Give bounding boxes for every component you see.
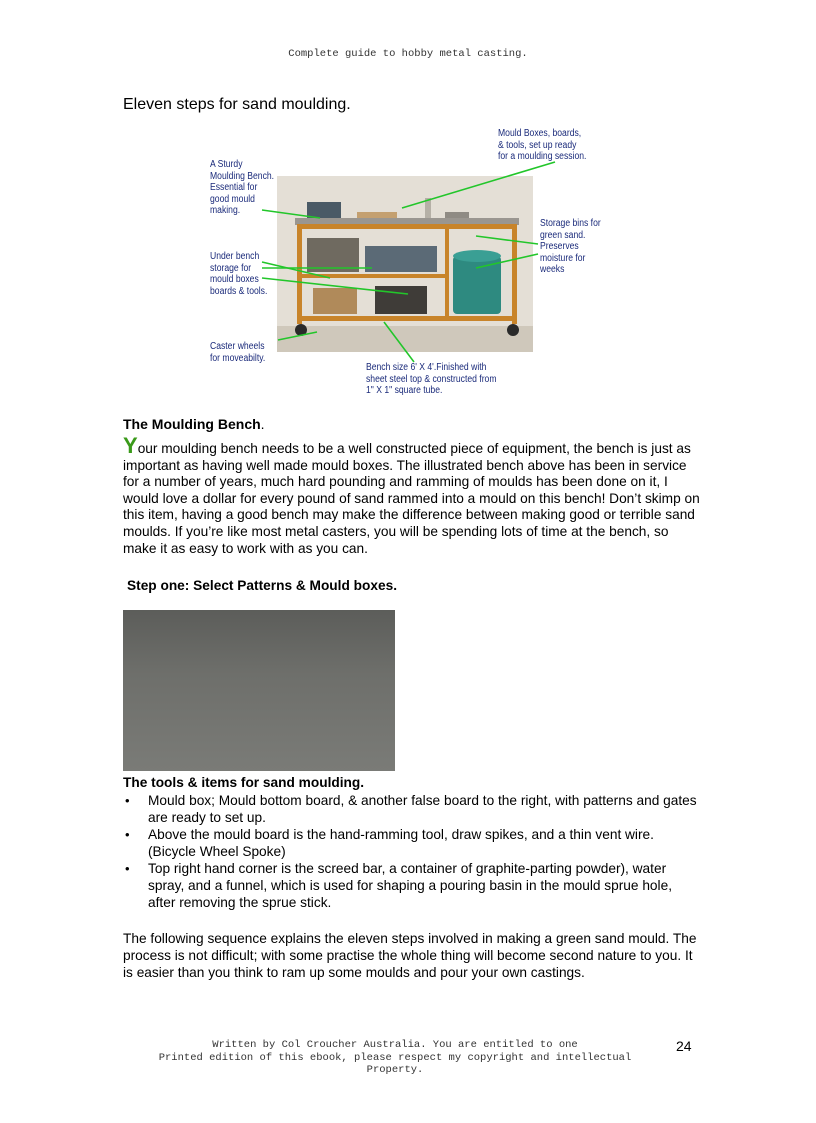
section-heading-bench <box>123 416 265 432</box>
label-sturdy-bench: A Sturdy Moulding Bench. Essential for good mould making. <box>210 159 275 216</box>
page-number: 24 <box>676 1038 692 1054</box>
page-title: Eleven steps for sand moulding. <box>123 96 351 113</box>
running-header: Complete guide to hobby metal casting. <box>288 48 528 60</box>
list-item: • Top right hand corner is the screed bar, a container of graphite-parting powder), water spray, and a funnel, which is used for shaping a pouring basin in the mould sprue hole, after removing the sprue stick. <box>123 860 703 911</box>
sequence-paragraph: The following sequence explains the eleven steps involved in making a green sand mould. The process is not difficult; with some practise the whole thing will become second nature to you. It is easier than you think to ram up some moulds and pour your own castings. <box>123 931 697 980</box>
page-footer <box>140 1039 650 1077</box>
drop-cap: Y <box>123 433 138 458</box>
label-mould-boxes: Mould Boxes, boards, & tools, set up ready for a moulding session. <box>498 128 587 162</box>
bench-paragraph <box>123 433 703 557</box>
label-bench-size: Bench size 6' X 4'.Finished with sheet steel top & constructed from 1" X 1" square tube. <box>366 362 497 396</box>
tools-list <box>123 792 703 911</box>
step-one-heading: Step one: Select Patterns & Mould boxes. <box>127 578 398 593</box>
tools-heading: The tools & items for sand moulding. <box>123 775 365 790</box>
photo-underline <box>123 610 395 771</box>
label-storage-bins: Storage bins for green sand. Preserves moisture for weeks <box>540 218 601 275</box>
list-item: • Above the mould board is the hand-ramming tool, draw spikes, and a thin vent wire. (Bicycle Wheel Spoke) <box>123 826 703 860</box>
heading-text: The Moulding Bench <box>123 416 261 432</box>
moulding-bench-figure <box>202 118 615 415</box>
footer-line-3: Property. <box>366 1064 424 1077</box>
label-under-bench: Under bench storage for mould boxes boards & tools. <box>210 251 268 297</box>
heading-dot: . <box>260 416 265 432</box>
list-item: • Mould box; Mould bottom board, & another false board to the right, with patterns and gates are ready to set up. <box>123 792 703 826</box>
label-casters: Caster wheels for moveabilty. <box>210 341 266 364</box>
paragraph-text: our moulding bench needs to be a well constructed piece of equipment, the bench is just as important as having well made mould boxes. The illustrated bench above has been in service for a number of years, much hard pounding and ramming of moulds has been done on it, I would love a dollar for every pound of sand rammed into a mould on this bench! Don’t skimp on this item, having a good bench may make the difference between making good or terrible sand moulds. If you’re like most metal casters, you will be spending lots of time at the bench, so make it as easy to work with as you can. <box>123 441 700 556</box>
footer-line-2: Printed edition of this ebook, please respect my copyright and intellectual <box>158 1051 632 1064</box>
footer-line-1: Written by Col Croucher Australia. You are entitled to one <box>212 1039 578 1051</box>
